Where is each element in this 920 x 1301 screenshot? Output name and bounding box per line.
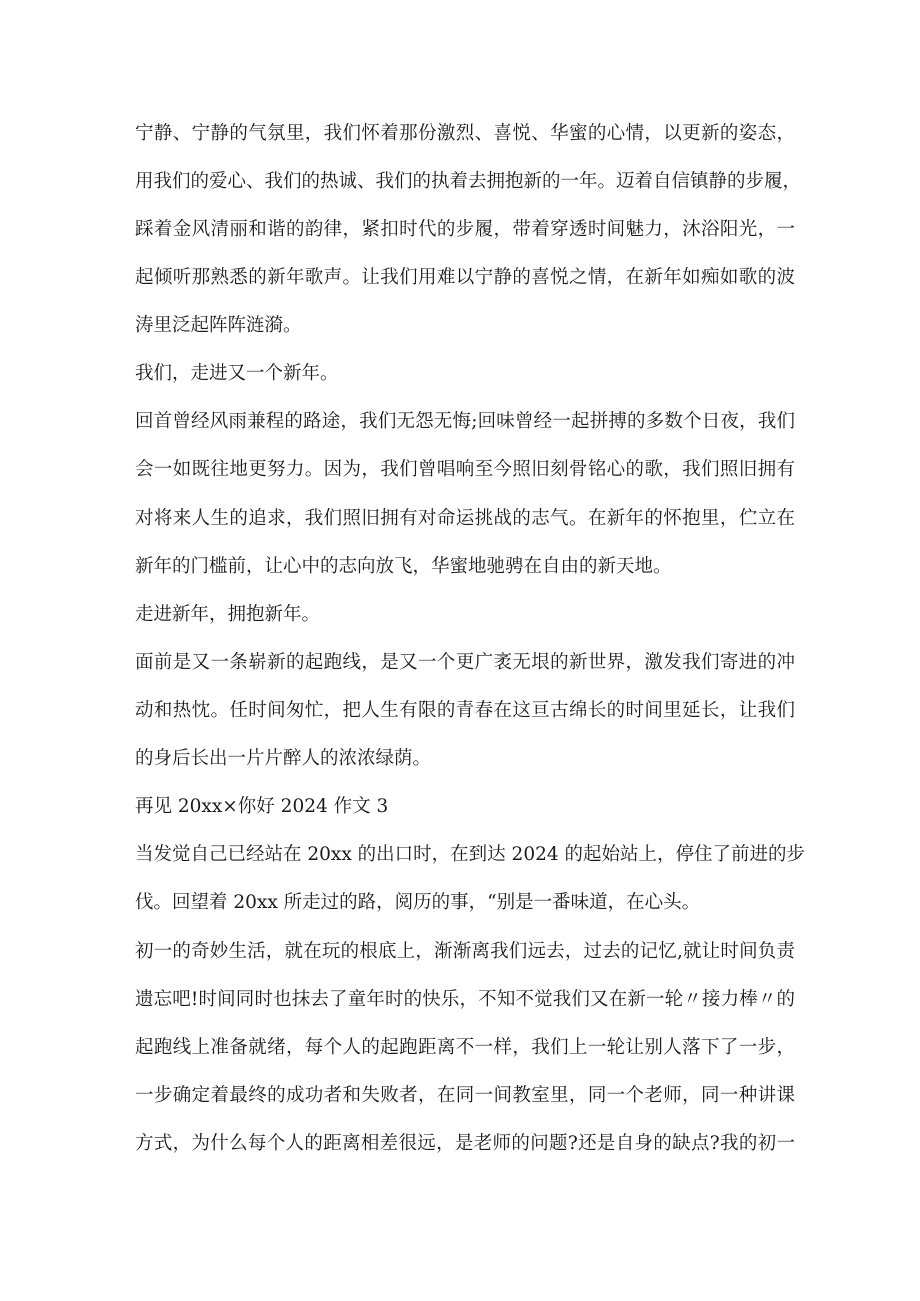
text-line: 一步确定着最终的成功者和失败者，在同一间教室里，同一个老师，同一种讲课	[135, 1085, 795, 1106]
text-line: 我们，走进又一个新年。	[135, 363, 339, 384]
text-line: 起倾听那熟悉的新年歌声。让我们用难以宁静的喜悦之情，在新年如痴如歌的波	[135, 267, 795, 288]
text-line: 踩着金风清丽和谐的韵律，紧扣时代的步履，带着穿透时间魅力，沐浴阳光，一	[135, 219, 795, 240]
text-line: 新年的门槛前，让心中的志向放飞，华蜜地驰骋在自由的新天地。	[135, 556, 672, 577]
text-line: 涛里泛起阵阵涟漪。	[135, 315, 302, 336]
text-line: 对将来人生的追求，我们照旧拥有对命运挑战的志气。在新年的怀抱里，伫立在	[135, 508, 795, 529]
text-line: 起跑线上准备就绪，每个人的起跑距离不一样，我们上一轮让别人落下了一步，	[135, 1037, 795, 1058]
text-line: 用我们的爱心、我们的热诚、我们的执着去拥抱新的一年。迈着自信镇静的步履，	[135, 171, 802, 192]
section-title: 再见 20xx×你好 2024 作文 3	[135, 796, 389, 817]
text-line: 初一的奇妙生活，就在玩的根底上，渐渐离我们远去，过去的记忆,就让时间负责	[135, 941, 795, 962]
text-line: 动和热忱。任时间匆忙，把人生有限的青春在这亘古绵长的时间里延长，让我们	[135, 700, 795, 721]
text-line: 回首曾经风雨兼程的路途，我们无怨无悔;回味曾经一起拼搏的多数个日夜，我们	[135, 411, 795, 432]
text-line: 会一如既往地更努力。因为，我们曾唱响至今照旧刻骨铭心的歌，我们照旧拥有	[135, 459, 795, 480]
text-line: 面前是又一条崭新的起跑线，是又一个更广袤无垠的新世界，激发我们寄进的冲	[135, 652, 795, 673]
text-line: 方式，为什么每个人的距离相差很远，是老师的问题?还是自身的缺点?我的初一	[135, 1133, 795, 1154]
text-line: 的身后长出一片片醉人的浓浓绿荫。	[135, 748, 432, 769]
text-line: 伐。回望着 20xx 所走过的路，阅历的事，“别是一番味道，在心头。	[135, 892, 701, 913]
text-line: 当发觉自己已经站在 20xx 的出口时，在到达 2024 的起始站上，停住了前进的步	[135, 844, 806, 865]
text-line: 走进新年，拥抱新年。	[135, 604, 321, 625]
text-line: 宁静、宁静的气氛里，我们怀着那份激烈、喜悦、华蜜的心情，以更新的姿态，	[135, 123, 795, 144]
text-line: 遗忘吧!时间同时也抹去了童年时的快乐，不知不觉我们又在新一轮〃接力棒〃的	[135, 989, 796, 1010]
